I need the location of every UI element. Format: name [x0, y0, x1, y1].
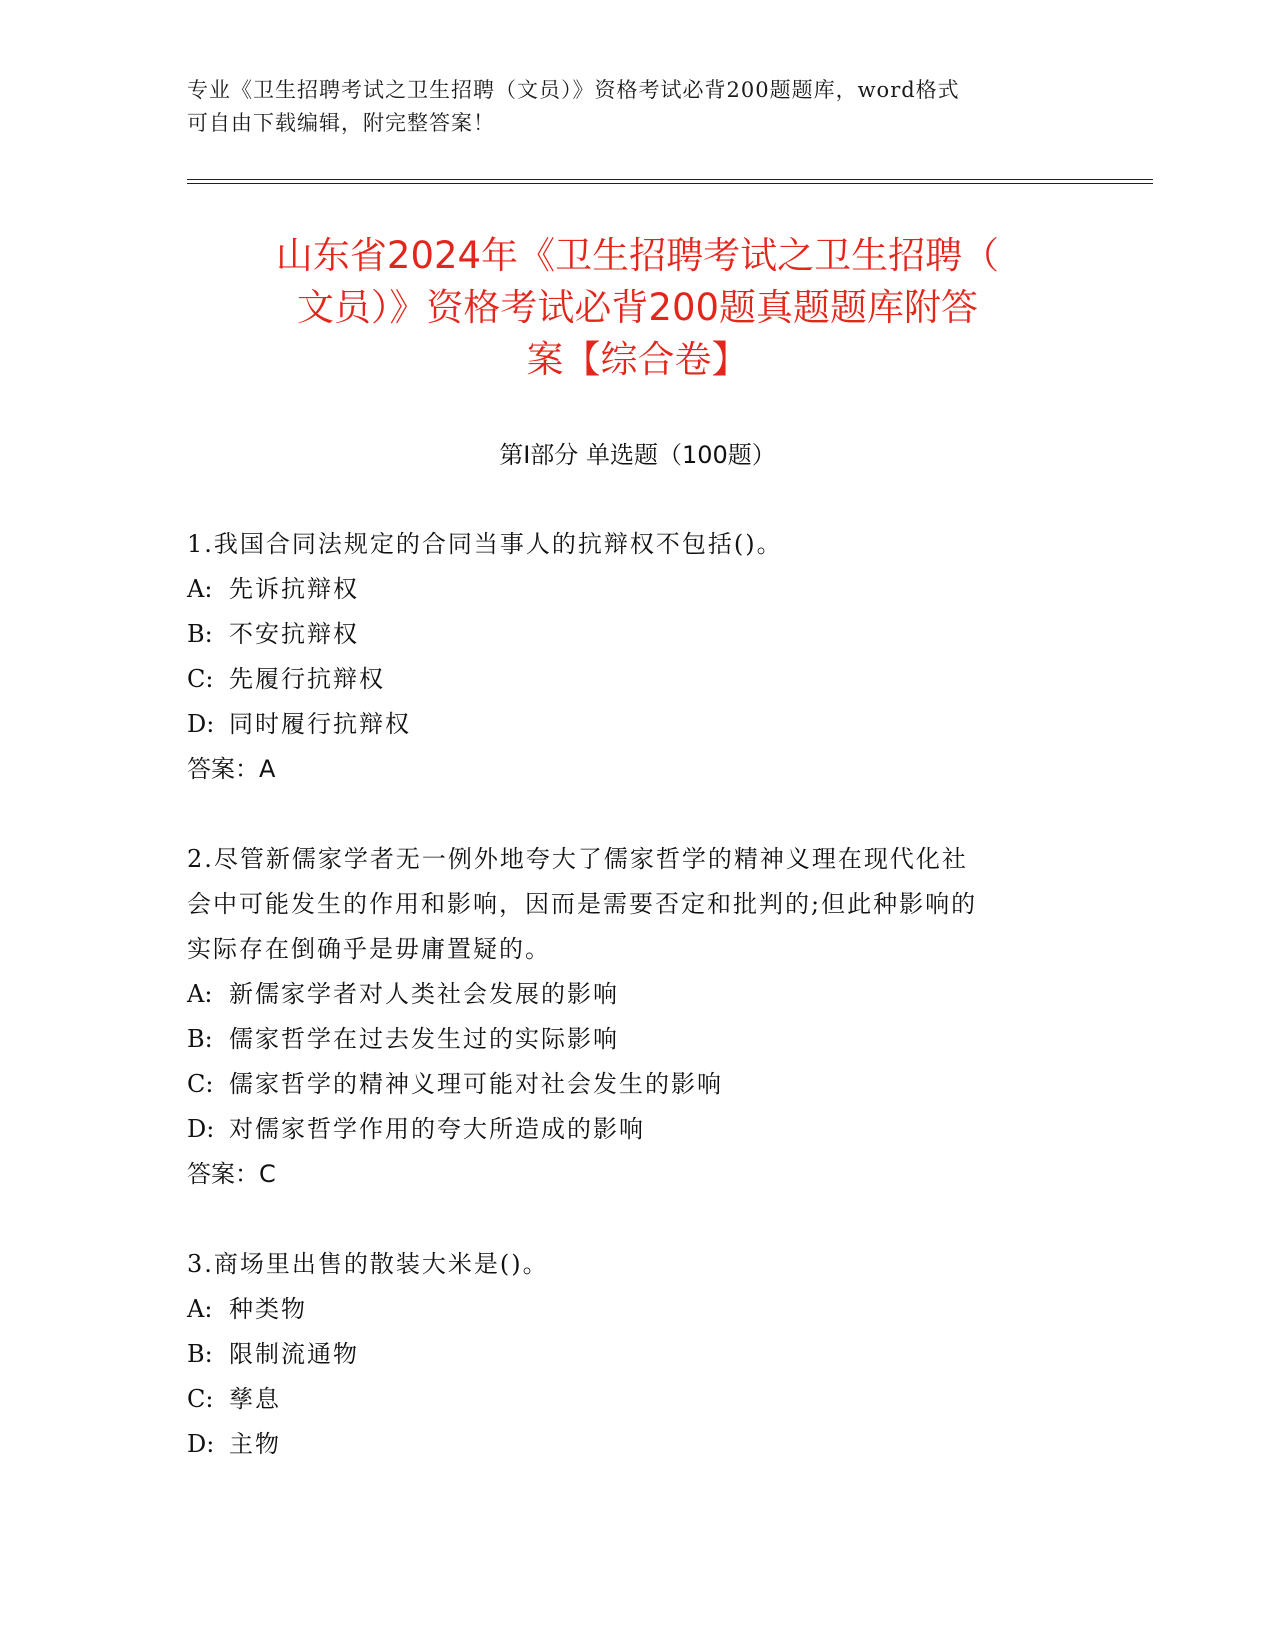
header-line-1: 专业《卫生招聘考试之卫生招聘（文员）》资格考试必背200题题库，word格式 [187, 78, 960, 102]
question-list [187, 522, 1087, 1467]
question-stem-line-2: 会中可能发生的作用和影响，因而是需要否定和批判的;但此种影响的 [187, 890, 978, 918]
question-item [187, 522, 1087, 792]
option-d: D: 同时履行抗辩权 [187, 710, 411, 738]
option-a: A: 新儒家学者对人类社会发展的影响 [187, 980, 619, 1008]
option-a: A: 先诉抗辩权 [187, 575, 359, 603]
document-title [170, 230, 1105, 386]
option-b: B: 儒家哲学在过去发生过的实际影响 [187, 1025, 619, 1053]
option-b: B: 不安抗辩权 [187, 620, 359, 648]
question-stem-line-1: 2.尽管新儒家学者无一例外地夸大了儒家哲学的精神义理在现代化社 [187, 845, 968, 873]
title-line-3: 案【综合卷】 [526, 338, 749, 381]
question-stem: 3.商场里出售的散装大米是()。 [187, 1250, 549, 1278]
option-d: D: 主物 [187, 1430, 281, 1458]
section-heading: 第Ⅰ部分 单选题（100题） [499, 441, 776, 469]
title-line-1: 山东省2024年《卫生招聘考试之卫生招聘（ [275, 234, 1000, 277]
option-c: C: 先履行抗辩权 [187, 665, 385, 693]
question-stem: 1.我国合同法规定的合同当事人的抗辩权不包括()。 [187, 530, 783, 558]
option-a: A: 种类物 [187, 1295, 307, 1323]
header-rule-top [187, 179, 1153, 180]
answer-line: 答案：A [187, 755, 276, 783]
option-c: C: 孳息 [187, 1385, 281, 1413]
header-line-2: 可自由下载编辑，附完整答案！ [187, 111, 495, 135]
document-header [187, 74, 1087, 140]
question-item [187, 837, 1087, 1197]
title-line-2: 文员）》资格考试必背200题真题题库附答 [296, 286, 979, 329]
question-item [187, 1242, 1087, 1467]
answer-line: 答案：C [187, 1160, 276, 1188]
option-b: B: 限制流通物 [187, 1340, 359, 1368]
header-rule-bottom [187, 183, 1153, 184]
option-c: C: 儒家哲学的精神义理可能对社会发生的影响 [187, 1070, 723, 1098]
question-stem-line-3: 实际存在倒确乎是毋庸置疑的。 [187, 935, 551, 963]
option-d: D: 对儒家哲学作用的夸大所造成的影响 [187, 1115, 645, 1143]
